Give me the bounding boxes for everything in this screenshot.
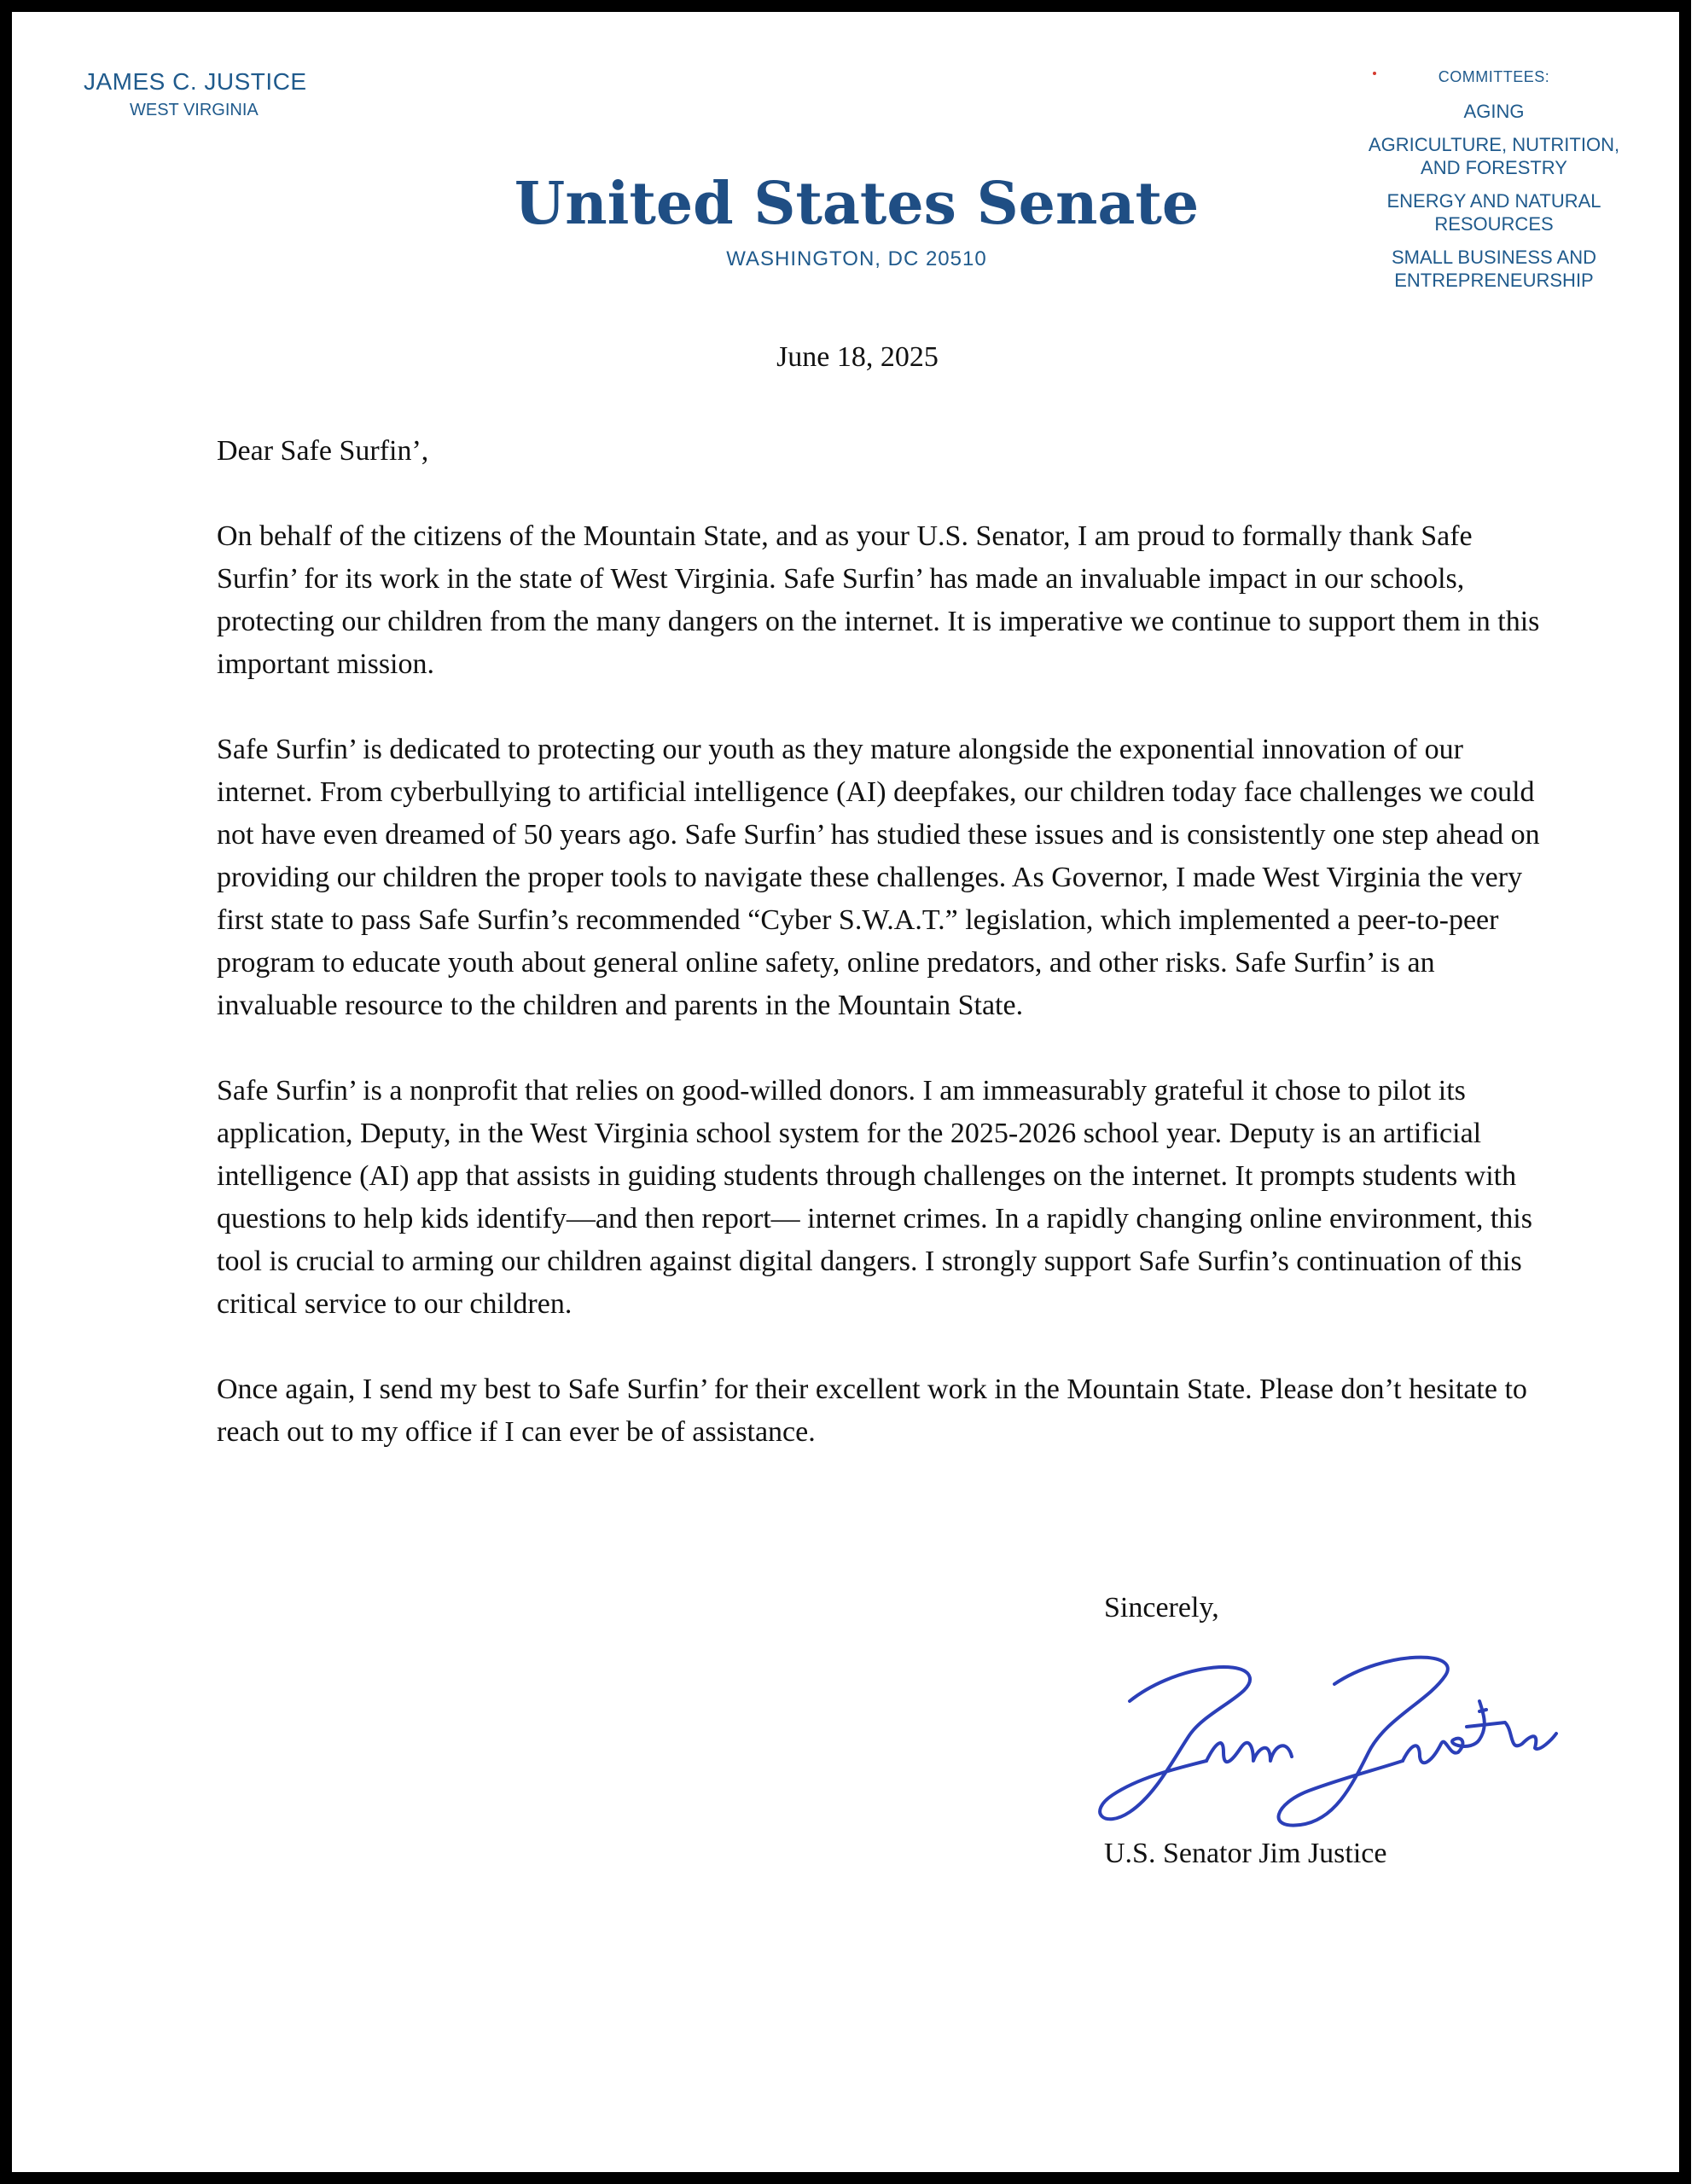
- committee-item: ENERGY AND NATURAL RESOURCES: [1386, 190, 1601, 235]
- committee-item: AGRICULTURE, NUTRITION, AND FORESTRY: [1368, 134, 1620, 178]
- letterhead-address: WASHINGTON, DC 20510: [726, 247, 987, 270]
- letter-body: [217, 430, 1548, 1496]
- salutation: Dear Safe Surfin’,: [217, 435, 429, 467]
- committee-item: SMALL BUSINESS AND ENTREPRENEURSHIP: [1391, 247, 1597, 291]
- body-paragraph: Safe Surfin’ is dedicated to protecting our youth as they mature alongside the exponential innovation of our internet. From cyberbullying to artificial intelligence (AI) deepfakes, our children today face challenges we could not have even dreamed of 50 years ago. Safe Surfin’ has studied these issues and is consistently one step ahead on providing our children the proper tools to navigate these challenges. As Governor, I made West Virginia the very first state to pass Safe Surfin’s recommended “Cyber S.W.A.T.” legislation, which implemented a peer-to-peer program to educate youth about general online safety, online predators, and other risks. Safe Surfin’ is an invaluable resource to the children and parents in the Mountain State.: [217, 734, 1540, 1021]
- letterhead-title-text: United States Senate: [514, 170, 1200, 238]
- body-paragraph: On behalf of the citizens of the Mountain State, and as your U.S. Senator, I am proud to formally thank Safe Surfin’ for its work in the state of West Virginia. Safe Surfin’ has made an invaluable impact in our schools, protecting our children from the many dangers on the internet. It is imperative we continue to support them in this important mission.: [217, 520, 1540, 680]
- closing: Sincerely,: [1104, 1592, 1219, 1623]
- body-paragraph: Safe Surfin’ is a nonprofit that relies on good-willed donors. I am immeasurably grateful it chose to pilot its application, Deputy, in the West Virginia school system for the 2025-2026 school year. Deputy is an artificial intelligence (AI) app that assists in guiding students through challenges on the internet. It prompts students with questions to help kids identify—and then report— internet crimes. In a rapidly changing online environment, this tool is crucial to arming our children against digital dangers. I strongly support Safe Surfin’s continuation of this critical service to our children.: [217, 1075, 1532, 1320]
- sender-name: JAMES C. JUSTICE: [84, 68, 307, 95]
- letter-date: June 18, 2025: [776, 341, 939, 373]
- signer-name: U.S. Senator Jim Justice: [1104, 1838, 1387, 1869]
- body-paragraph: Once again, I send my best to Safe Surfin’ for their excellent work in the Mountain State. Please don’t hesitate to reach out to my office if I can ever be of assistance.: [217, 1374, 1527, 1448]
- committees-list: [1334, 68, 1654, 302]
- letterhead-title: [514, 164, 1200, 241]
- handwritten-signature: [1078, 1633, 1573, 1838]
- signature-text: Jim Justice: [1321, 1833, 1331, 1834]
- senate-wordmark: [514, 164, 1200, 241]
- committee-item: AGING: [1463, 101, 1525, 122]
- sender-state: WEST VIRGINIA: [130, 101, 259, 119]
- committees-heading: COMMITTEES:: [1438, 68, 1550, 85]
